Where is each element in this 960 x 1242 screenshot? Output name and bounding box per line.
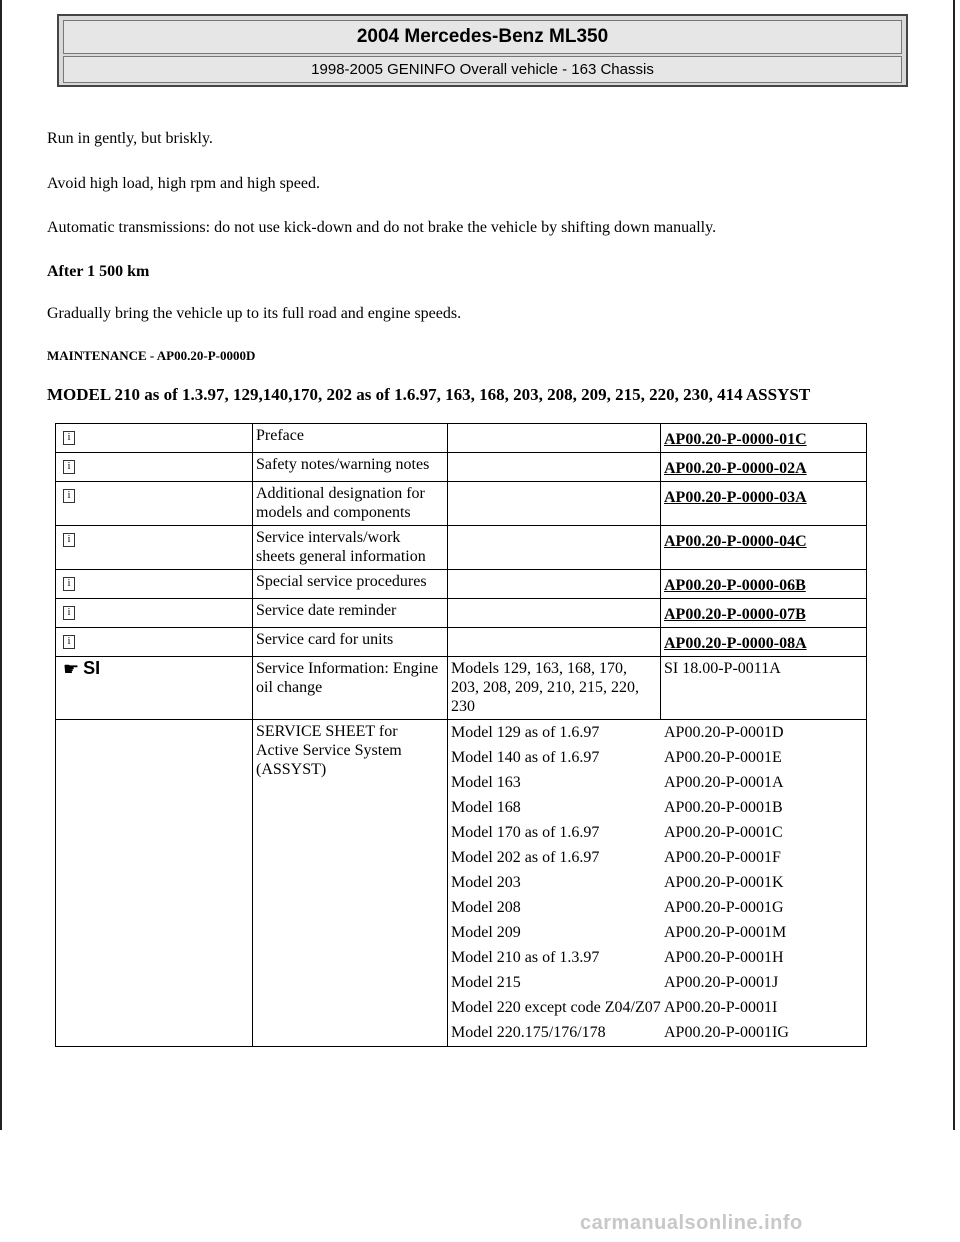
model-list-item: [451, 771, 866, 796]
model-ref: AP00.20-P-0001M: [664, 924, 787, 941]
model-list-item: [451, 746, 866, 771]
model-list-item: [451, 946, 866, 971]
info-cell: [56, 599, 253, 628]
table-row-service-information: [56, 657, 867, 720]
document-link[interactable]: AP00.20-P-0000-04C: [664, 533, 807, 550]
model-ref: AP00.20-P-0001F: [664, 849, 781, 866]
info-icon[interactable]: i: [63, 431, 75, 445]
model-name: Model 129 as of 1.6.97: [451, 724, 600, 741]
table-row: [56, 526, 867, 570]
ref-cell: [661, 424, 867, 453]
ref-cell: [661, 599, 867, 628]
row-label: Preface: [253, 424, 448, 453]
model-ref: AP00.20-P-0001D: [664, 724, 784, 741]
info-cell: [56, 482, 253, 526]
service-table: [55, 423, 867, 1047]
ref-cell: [661, 628, 867, 657]
model-name: Model 220 except code Z04/Z07: [451, 999, 661, 1016]
row-label: Additional designation for models and components: [253, 482, 448, 526]
table-row-service-sheet: [56, 720, 867, 1047]
paragraph-automatic-transmissions: Automatic transmissions: do not use kick-down and do not brake the vehicle by shifting down manually.: [47, 219, 717, 236]
table-row: [56, 424, 867, 453]
service-information-icon[interactable]: [63, 659, 100, 678]
row-label: Service card for units: [253, 628, 448, 657]
model-list-cell: [448, 720, 867, 1047]
empty-cell: [448, 424, 661, 453]
empty-cell: [448, 526, 661, 570]
model-name: Model 168: [451, 799, 521, 816]
paragraph-gradually: Gradually bring the vehicle up to its full road and engine speeds.: [47, 305, 462, 322]
document-link[interactable]: AP00.20-P-0000-07B: [664, 606, 806, 623]
empty-cell: [448, 482, 661, 526]
heading-model-assyst: MODEL 210 as of 1.3.97, 129,140,170, 202 as of 1.6.97, 163, 168, 203, 208, 209, 215, 220, 230, 414 ASSYST: [47, 385, 811, 404]
table-row: [56, 482, 867, 526]
model-list-item: [451, 720, 866, 746]
row-label: Service date reminder: [253, 599, 448, 628]
info-icon[interactable]: i: [63, 635, 75, 649]
row-label: Safety notes/warning notes: [253, 453, 448, 482]
ref-cell: [661, 453, 867, 482]
empty-cell: [56, 720, 253, 1047]
ref-cell: [661, 482, 867, 526]
model-name: Model 215: [451, 974, 521, 991]
model-name: Model 170 as of 1.6.97: [451, 824, 600, 841]
models-cell: Models 129, 163, 168, 170, 203, 208, 209, 210, 215, 220, 230: [448, 657, 661, 720]
header-title: 2004 Mercedes-Benz ML350: [63, 20, 902, 54]
model-ref: AP00.20-P-0001A: [664, 774, 784, 791]
document-link[interactable]: AP00.20-P-0000-06B: [664, 577, 806, 594]
model-ref: AP00.20-P-0001J: [664, 974, 779, 991]
row-label: Service Information: Engine oil change: [253, 657, 448, 720]
info-icon[interactable]: i: [63, 577, 75, 591]
model-ref: AP00.20-P-0001G: [664, 899, 784, 916]
paragraph-run-in: Run in gently, but briskly.: [47, 130, 213, 147]
watermark: carmanualsonline.info: [580, 1212, 803, 1234]
model-ref: AP00.20-P-0001C: [664, 824, 783, 841]
model-list-item: [451, 796, 866, 821]
si-icon-label: SI: [83, 658, 101, 678]
model-list-item: [451, 871, 866, 896]
info-cell: [56, 424, 253, 453]
info-cell: [56, 570, 253, 599]
model-name: Model 209: [451, 924, 521, 941]
document-header: [57, 14, 908, 87]
model-list-item: [451, 846, 866, 871]
model-name: Model 203: [451, 874, 521, 891]
document-link[interactable]: AP00.20-P-0000-03A: [664, 489, 807, 506]
info-cell: [56, 526, 253, 570]
model-name: Model 163: [451, 774, 521, 791]
empty-cell: [448, 570, 661, 599]
model-name: Model 208: [451, 899, 521, 916]
paragraph-avoid-load: Avoid high load, high rpm and high speed.: [47, 175, 320, 192]
model-name: Model 210 as of 1.3.97: [451, 949, 600, 966]
model-list-item: [451, 971, 866, 996]
info-cell: [56, 628, 253, 657]
model-name: Model 140 as of 1.6.97: [451, 749, 600, 766]
model-ref: AP00.20-P-0001E: [664, 749, 782, 766]
model-list-item: [451, 996, 866, 1021]
pointing-hand-icon: ☛: [63, 658, 80, 679]
ref-cell: [661, 526, 867, 570]
model-name: Model 220.175/176/178: [451, 1024, 606, 1041]
page-border-right: [953, 0, 955, 1130]
info-icon[interactable]: i: [63, 489, 75, 503]
document-link[interactable]: AP00.20-P-0000-08A: [664, 635, 807, 652]
row-label: Service intervals/work sheets general information: [253, 526, 448, 570]
model-name: Model 202 as of 1.6.97: [451, 849, 600, 866]
row-label: Special service procedures: [253, 570, 448, 599]
model-ref: AP00.20-P-0001IG: [664, 1024, 789, 1041]
model-list-item: [451, 896, 866, 921]
model-ref: AP00.20-P-0001K: [664, 874, 784, 891]
ref-cell: SI 18.00-P-0011A: [661, 657, 867, 720]
info-icon[interactable]: i: [63, 606, 75, 620]
empty-cell: [448, 628, 661, 657]
table-row: [56, 570, 867, 599]
model-list: [451, 720, 866, 1046]
model-list-item: [451, 1021, 866, 1046]
model-ref: AP00.20-P-0001I: [664, 999, 778, 1016]
row-label: SERVICE SHEET for Active Service System (ASSYST): [253, 720, 448, 1047]
model-ref: AP00.20-P-0001H: [664, 949, 784, 966]
info-icon[interactable]: i: [63, 460, 75, 474]
model-ref: AP00.20-P-0001B: [664, 799, 783, 816]
document-link[interactable]: AP00.20-P-0000-01C: [664, 431, 807, 448]
model-list-item: [451, 921, 866, 946]
si-cell: [56, 657, 253, 720]
document-link[interactable]: AP00.20-P-0000-02A: [664, 460, 807, 477]
empty-cell: [448, 453, 661, 482]
ref-cell: [661, 570, 867, 599]
info-cell: [56, 453, 253, 482]
table-row: [56, 628, 867, 657]
page-border-left: [0, 0, 2, 1130]
model-list-item: [451, 821, 866, 846]
table-row: [56, 599, 867, 628]
info-icon[interactable]: i: [63, 533, 75, 547]
heading-after-1500km: After 1 500 km: [47, 263, 150, 280]
empty-cell: [448, 599, 661, 628]
heading-maintenance: MAINTENANCE - AP00.20-P-0000D: [47, 348, 256, 363]
header-subtitle: 1998-2005 GENINFO Overall vehicle - 163 Chassis: [63, 56, 902, 83]
table-row: [56, 453, 867, 482]
